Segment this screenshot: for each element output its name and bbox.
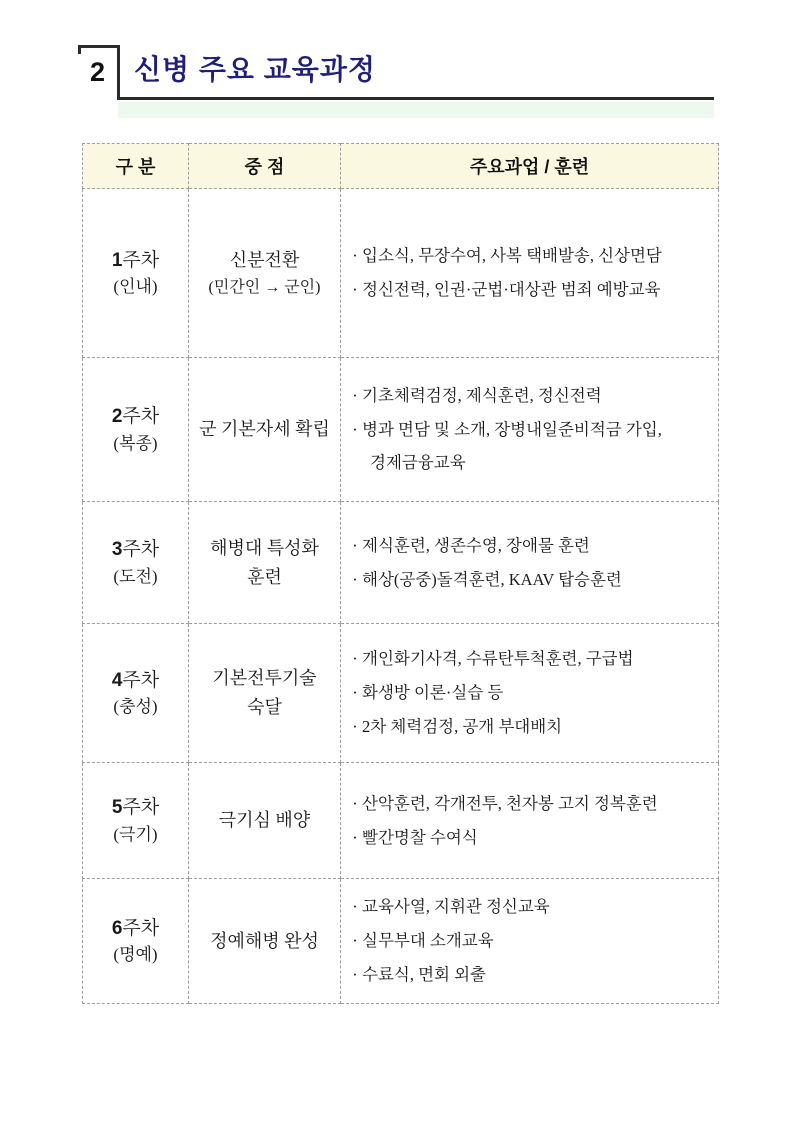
focus-subline: (민간인 → 군인) (208, 278, 321, 296)
task-item (348, 825, 714, 851)
week-virtue: (충성) (113, 697, 158, 717)
week-label (83, 246, 188, 275)
training-schedule-table (82, 143, 719, 1004)
week-suffix: 주차 (122, 406, 160, 428)
title-underline (117, 97, 714, 100)
table-row-week3 (83, 502, 719, 624)
table-header-row (83, 144, 719, 189)
task-text: 교육사열, 지휘관 정신교육 (362, 897, 550, 916)
bullet-marker: · (352, 965, 358, 984)
week-virtue: (명예) (113, 945, 158, 965)
bullet-marker: · (352, 717, 358, 736)
bullet-marker: · (352, 246, 358, 265)
focus-cell (189, 624, 341, 763)
focus-cell (189, 358, 341, 502)
bullet-marker: · (352, 569, 358, 589)
week-cell (83, 502, 189, 624)
week-cell (83, 624, 189, 763)
task-item (348, 417, 714, 476)
task-item (348, 928, 714, 954)
task-item (348, 714, 714, 740)
task-text: 제식훈련, 생존수영, 장애물 훈련 (362, 535, 590, 555)
task-item (348, 533, 714, 559)
table-row-week2 (83, 358, 719, 502)
bullet-marker: · (352, 386, 358, 405)
tasks-cell (341, 502, 719, 624)
week-virtue: (극기) (113, 824, 158, 844)
week-label (83, 535, 188, 564)
task-text: 실무부대 소개교육 (362, 931, 494, 950)
week-virtue: (도전) (113, 566, 158, 586)
task-text-continued: 경제금융교육 (370, 453, 466, 472)
task-item (348, 894, 714, 920)
task-text: 정신전력, 인권·군법·대상관 범죄 예방교육 (362, 280, 661, 299)
bullet-marker: · (352, 683, 358, 702)
week-number: 4 (111, 669, 123, 691)
task-item (348, 791, 714, 817)
task-text: 빨간명찰 수여식 (362, 827, 478, 847)
week-cell (83, 358, 189, 502)
week-virtue: (복종) (113, 433, 158, 453)
task-text: 화생방 이론·실습 등 (362, 683, 504, 702)
task-text: 기초체력검정, 제식훈련, 정신전력 (362, 386, 602, 405)
focus-line: 숙달 (247, 697, 282, 717)
bullet-marker: · (352, 793, 358, 813)
table-row-week5 (83, 763, 719, 879)
week-cell (83, 879, 189, 1004)
week-suffix: 주차 (122, 917, 160, 939)
task-item (348, 277, 714, 303)
task-item (348, 646, 714, 672)
tasks-cell (341, 189, 719, 358)
page-title: 신병 주요 교육과정 (134, 54, 376, 85)
week-number: 1 (111, 249, 123, 271)
task-text: 개인화기사격, 수류탄투척훈련, 구급법 (362, 649, 634, 668)
tasks-cell (341, 358, 719, 502)
bullet-marker: · (352, 535, 358, 555)
focus-line: 군 기본자세 확립 (199, 419, 330, 440)
section-number-box-border (78, 45, 119, 48)
week-label (83, 914, 188, 943)
focus-cell (189, 763, 341, 879)
bullet-marker: · (352, 280, 358, 299)
bullet-marker: · (352, 931, 358, 950)
week-label (83, 793, 188, 822)
col-header-category: 구 분 (83, 144, 189, 189)
focus-line: 정예해병 완성 (210, 930, 319, 951)
focus-line: 훈련 (247, 566, 282, 587)
task-item (348, 567, 714, 593)
week-virtue: (인내) (113, 277, 158, 297)
task-text: 병과 면담 및 소개, 장병내일준비적금 가입, (362, 420, 662, 439)
focus-line: 기본전투기술 (212, 668, 317, 689)
task-item (348, 243, 714, 269)
week-suffix: 주차 (122, 539, 160, 561)
tasks-cell (341, 624, 719, 763)
task-text: 수료식, 면회 외출 (362, 965, 486, 984)
focus-line: 해병대 특성화 (210, 537, 319, 558)
tasks-cell (341, 763, 719, 879)
week-number: 6 (111, 917, 123, 939)
week-label (83, 666, 188, 695)
week-number: 3 (111, 539, 123, 561)
focus-cell (189, 189, 341, 358)
week-suffix: 주차 (122, 249, 160, 271)
bullet-marker: · (352, 420, 358, 439)
week-cell (83, 189, 189, 358)
task-item (348, 383, 714, 409)
accent-strip (118, 102, 714, 118)
col-header-tasks: 주요과업 / 훈련 (341, 144, 719, 189)
task-text: 해상(공중)돌격훈련, KAAV 탑승훈련 (362, 569, 622, 589)
table-row-week4 (83, 624, 719, 763)
week-number: 2 (111, 406, 123, 428)
week-label (83, 402, 188, 431)
focus-line: 극기심 배양 (218, 810, 311, 831)
task-item (348, 962, 714, 988)
week-suffix: 주차 (122, 669, 160, 691)
task-text: 2차 체력검정, 공개 부대배치 (362, 717, 563, 736)
task-text: 입소식, 무장수여, 사복 택배발송, 신상면담 (362, 246, 662, 265)
week-cell (83, 763, 189, 879)
week-suffix: 주차 (122, 797, 160, 819)
task-text: 산악훈련, 각개전투, 천자봉 고지 정복훈련 (362, 793, 658, 813)
bullet-marker: · (352, 827, 358, 847)
col-header-focus: 중 점 (189, 144, 341, 189)
section-number-divider (117, 45, 120, 100)
focus-cell (189, 502, 341, 624)
focus-cell (189, 879, 341, 1004)
bullet-marker: · (352, 897, 358, 916)
table-row-week6 (83, 879, 719, 1004)
section-number: 2 (89, 57, 106, 87)
table-row-week1 (83, 189, 719, 358)
task-item (348, 680, 714, 706)
bullet-marker: · (352, 649, 358, 668)
tasks-cell (341, 879, 719, 1004)
focus-line: 신분전환 (229, 249, 300, 270)
week-number: 5 (111, 797, 123, 819)
